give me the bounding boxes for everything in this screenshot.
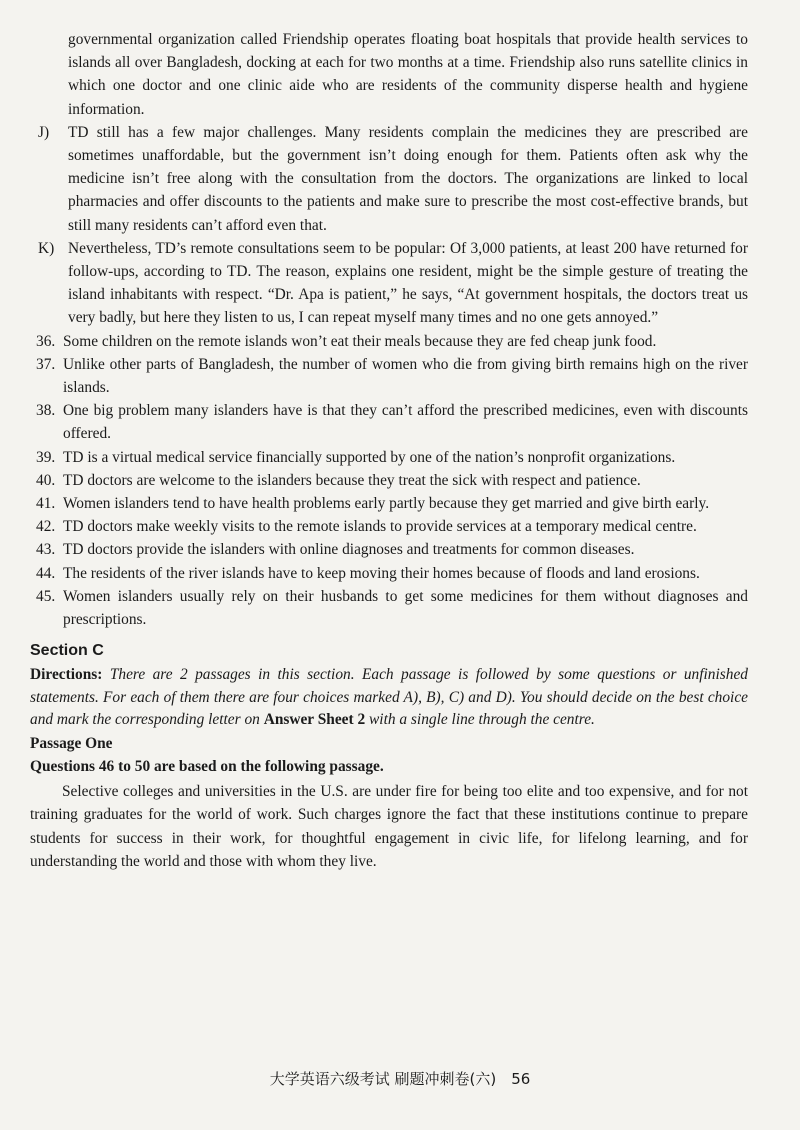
passage-text: Selective colleges and universities in the U.S. are under fire for being too elite and too expensive, and for not training graduates for the world of work. Such charges ignore the fact that these institutions continue to prepare students for success in their work, for thoughtful engagement in civic life, for lifelong learning, and for understanding the world and those with whom they live. [30, 783, 748, 870]
question-item [30, 562, 748, 585]
question-number: 37. [36, 355, 56, 373]
question-number: 40. [36, 471, 56, 489]
question-item [30, 585, 748, 631]
section-title: Section C [30, 642, 104, 660]
paragraph-text: Nevertheless, TD’s remote consultations seem to be popular: Of 3,000 patients, at least 200 have returned for follow-ups, according to TD. The reason, explains one resident, might be the simple gesture of treating the island inhabitants with respect. “Dr. Apa is patient,” he says, “At government hospitals, the doctors treat us very badly, but here they listen to us, I can repeat myself many times and no one gets annoyed.” [68, 239, 748, 327]
directions-text-end: with a single line through the centre. [369, 711, 595, 729]
question-text: TD doctors provide the islanders with online diagnoses and treatments for common diseases. [63, 541, 635, 559]
question-number: 41. [36, 495, 56, 513]
question-number: 45. [36, 587, 56, 605]
question-text: TD doctors are welcome to the islanders because they treat the sick with respect and patience. [63, 471, 641, 489]
paragraph-j [30, 121, 748, 237]
directions [30, 664, 748, 732]
paragraph-label: J) [38, 123, 50, 141]
paragraph-k [30, 237, 748, 330]
paragraph-text: TD still has a few major challenges. Many residents complain the medicines they are prescribed are sometimes unaffordable, but the government isn’t doing enough for them. Patients often ask why the medicine isn’t free along with the consultation from the doctors. The organizations are linked to local pharmacies and offer discounts to the patients and make sure to prescribe the most cost-effective brands, but still many residents can’t afford even that. [68, 123, 748, 234]
question-item [30, 399, 748, 445]
question-item [30, 492, 748, 515]
question-text: Unlike other parts of Bangladesh, the number of women who die from giving birth remains high on the river islands. [63, 355, 748, 397]
question-text: Some children on the remote islands won’t eat their meals because they are fed cheap junk food. [63, 332, 657, 350]
question-item [30, 515, 748, 538]
question-number: 44. [36, 564, 56, 582]
paragraph-label: K) [38, 239, 55, 257]
question-text: TD doctors make weekly visits to the remote islands to provide services at a temporary medical centre. [63, 518, 697, 536]
question-text: TD is a virtual medical service financially supported by one of the nation’s nonprofit organizations. [63, 448, 676, 466]
passage-label: Passage One [30, 734, 113, 752]
question-number: 36. [36, 332, 56, 350]
question-item [30, 538, 748, 561]
question-number: 42. [36, 518, 56, 536]
question-item [30, 446, 748, 469]
intro-continuation [30, 28, 748, 121]
question-item [30, 330, 748, 353]
page-footer: 大学英语六级考试 刷题冲刺卷(六) 56 [269, 1070, 531, 1088]
question-item [30, 469, 748, 492]
directions-label: Directions: [30, 666, 103, 684]
question-number: 39. [36, 448, 56, 466]
question-item [30, 353, 748, 399]
intro-text: governmental organization called Friendship operates floating boat hospitals that provide health services to islands all over Bangladesh, docking at each for two months at a time. Friendship also runs satellite clinics in which one doctor and one clinic aide who are residents of the community disperse health and hygiene information. [68, 31, 748, 118]
question-text: Women islanders usually rely on their husbands to get some medicines for them without diagnoses and prescriptions. [63, 587, 748, 629]
question-text: The residents of the river islands have to keep moving their homes because of floods and land erosions. [63, 564, 700, 582]
answer-sheet-label: Answer Sheet 2 [263, 711, 366, 729]
directions-text: There are 2 passages in this section. Each passage is followed by some questions or unfinished statements. For each of them there are four choices marked A), B), C) and D). You should decide on the best choice and mark the corresponding letter on [30, 666, 748, 729]
questions-range: Questions 46 to 50 are based on the following passage. [30, 757, 384, 775]
question-number: 43. [36, 541, 56, 559]
page-content [30, 28, 748, 873]
question-number: 38. [36, 402, 56, 420]
question-text: One big problem many islanders have is that they can’t afford the prescribed medicines, even with discounts offered. [63, 402, 748, 443]
question-text: Women islanders tend to have health problems early partly because they get married and give birth early. [63, 495, 710, 513]
